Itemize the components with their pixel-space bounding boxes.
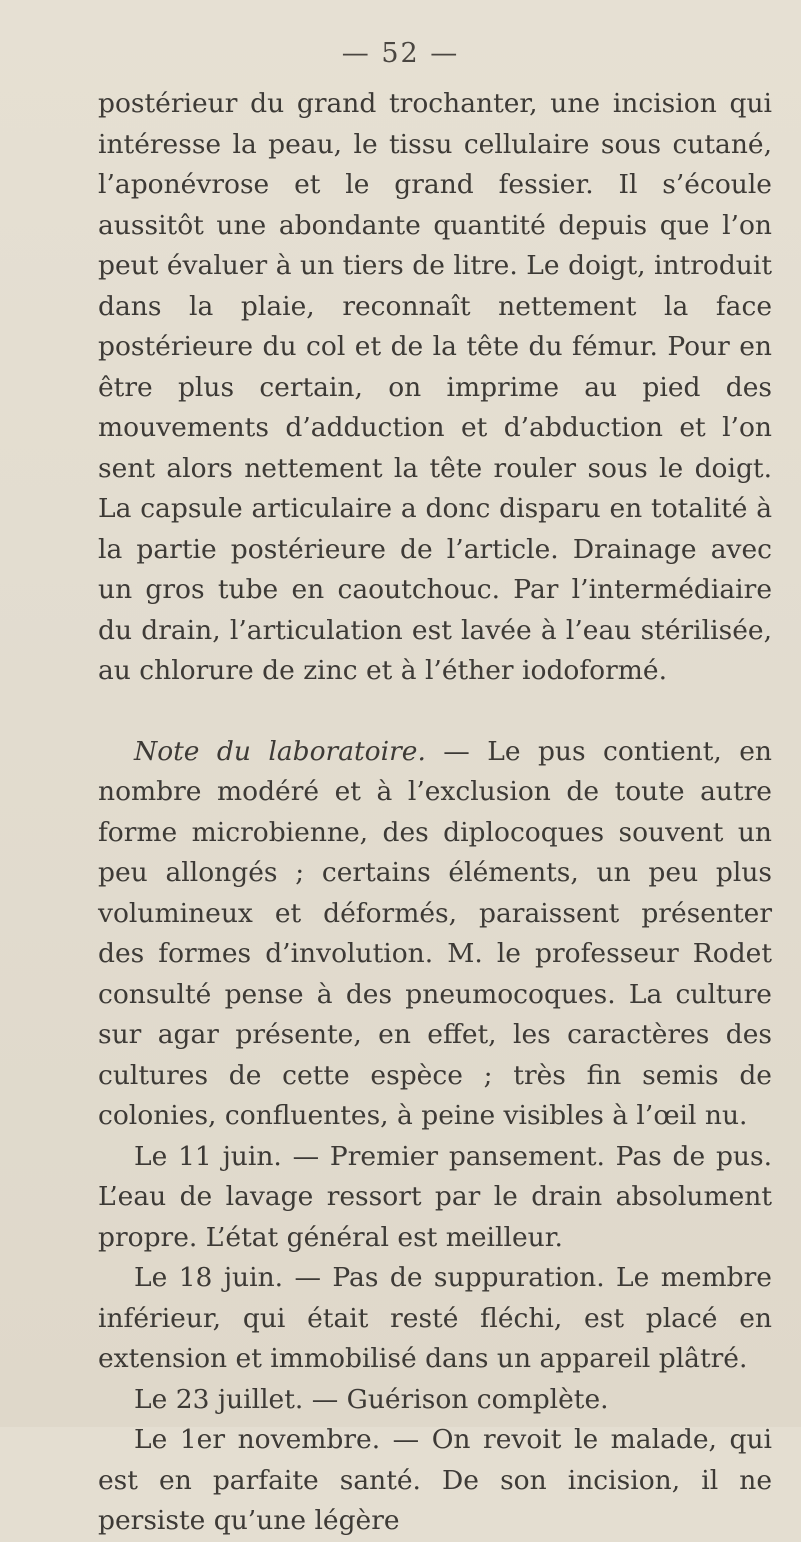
body-text [98,84,772,1542]
section-gap [98,692,772,732]
paragraph-lab-note [98,732,772,1137]
lab-note-title: Note du laboratoire. [134,735,426,767]
page-number: — 52 — [341,38,460,69]
paragraph-june-11: Le 11 juin. — Premier pansement. Pas de pus. L’eau de lavage ressort par le drain absolument propre. L’état général est meilleur. [98,1140,772,1253]
paragraph-november-1: Le 1er novembre. — On revoit le malade, qui est en parfaite santé. De son incision, il ne persiste qu’une légère [98,1424,772,1536]
lab-note-text: — Le pus contient, en nombre modéré et à l’exclusion de toute autre forme microbienne, des diplocoques souvent un peu allongés ; certains éléments, un peu plus volumineux et déformés, paraissent présenter des formes d’involution. M. le professeur Rodet consulté pense à des pneumocoques. La culture sur agar présente, en effet, les caractères des cultures de cette espèce ; très fin semis de colonies, confluentes, à peine visibles à l’œil nu. [98,735,772,1131]
paragraph-july-23: Le 23 juillet. — Guérison complète. [134,1383,609,1415]
paragraph-june-18: Le 18 juin. — Pas de suppuration. Le membre inférieur, qui était resté fléchi, est placé en extension et immobilisé dans un appareil plâtré. [98,1262,772,1374]
paragraph-operation: postérieur du grand trochanter, une incision qui intéresse la peau, le tissu cellulaire sous cutané, l’aponévrose et le grand fessier. Il s’écoule aussitôt une abondante quantité depuis que l’on peut évaluer à un tiers de litre. Le doigt, introduit dans la plaie, reconnaît nettement la face postérieure du col et de la tête du fémur. Pour en être plus certain, on imprime au pied des mouvements d’adduction et d’abduction et l’on sent alors nettement la tête rouler sous le doigt. La capsule articulaire a donc disparu en totalité à la partie postérieure de l’article. Drainage avec un gros tube en caoutchouc. Par l’intermédiaire du drain, l’articulation est lavée à l’eau stérilisée, au chlorure de zinc et à l’éther iodoformé. [98,88,772,686]
